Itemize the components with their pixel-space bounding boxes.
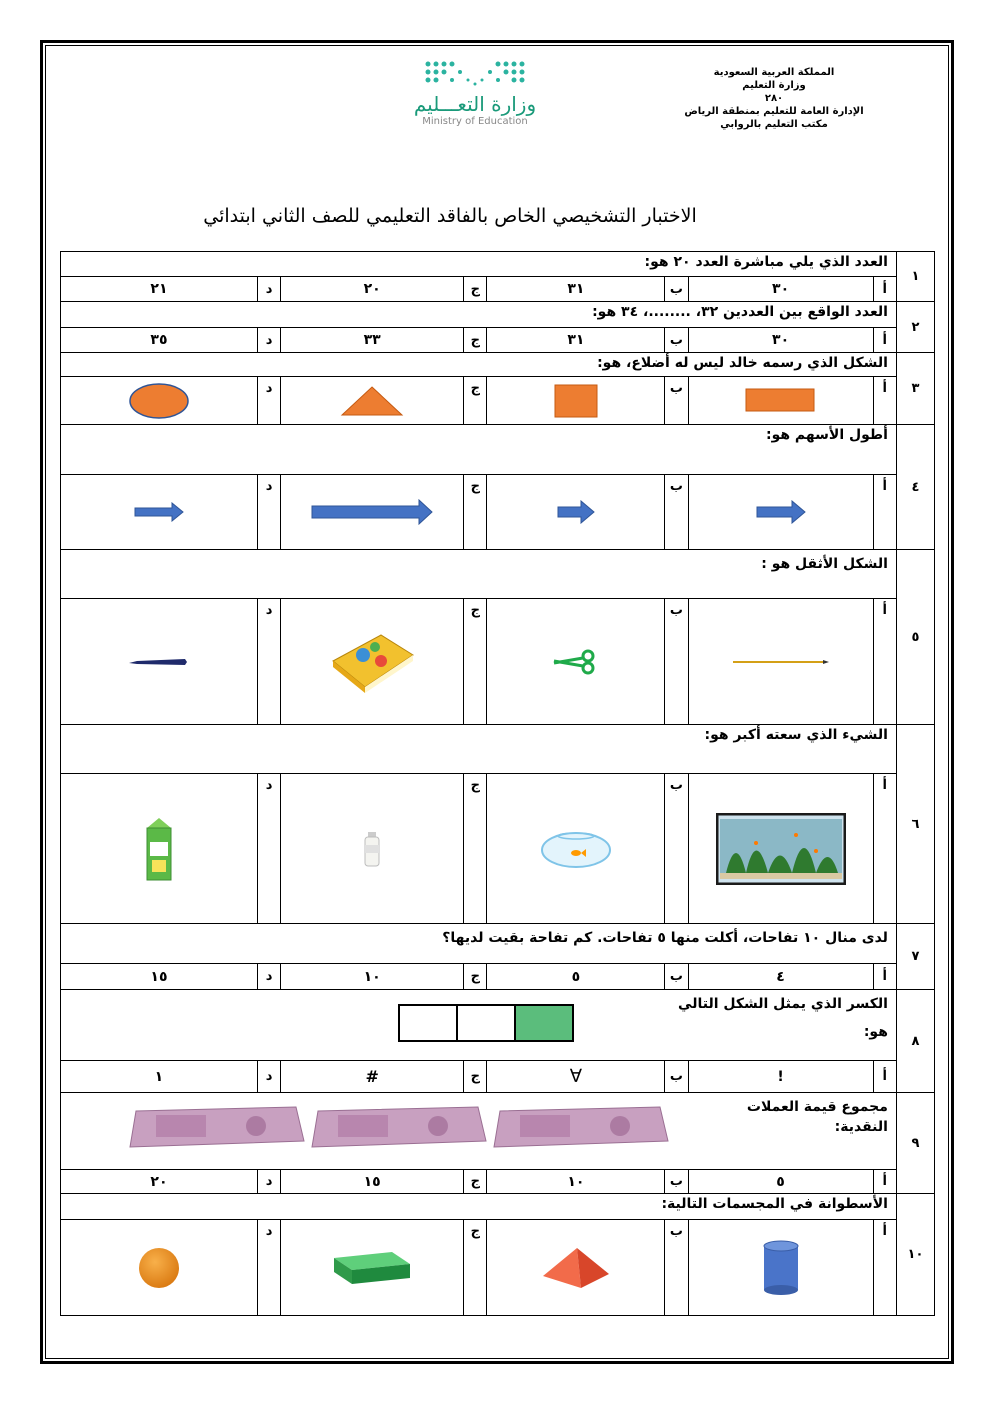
option-b[interactable]: ١٠ — [487, 1170, 665, 1194]
question-number: ٣ — [896, 353, 934, 425]
fraction-bar-figure — [398, 1004, 574, 1042]
option-d[interactable] — [61, 599, 258, 725]
option-c[interactable] — [281, 599, 464, 725]
option-c[interactable]: ١٠ — [281, 964, 464, 990]
option-letter: د — [257, 277, 280, 302]
sphere-icon — [137, 1246, 181, 1290]
question-number: ٧ — [896, 924, 934, 990]
question-row — [61, 353, 935, 377]
options-row — [61, 475, 935, 550]
options-row — [61, 599, 935, 725]
header-line-kingdom: المملكة العربية السعودية — [713, 67, 835, 78]
option-letter: أ — [873, 1170, 896, 1194]
juice-carton-icon — [144, 816, 174, 882]
options-row — [61, 377, 935, 425]
banknote-icon — [312, 1107, 486, 1147]
option-letter: ج — [464, 1170, 487, 1194]
question-text: الشكل الذي رسمه خالد ليس له أضلاع، هو: — [61, 353, 897, 377]
option-letter: ج — [464, 1220, 487, 1316]
question-number: ٩ — [896, 1093, 934, 1194]
option-a[interactable]: ٣٠ — [688, 328, 873, 353]
option-letter: ب — [665, 475, 688, 550]
option-a[interactable]: ٤ — [688, 964, 873, 990]
option-letter: أ — [873, 475, 896, 550]
option-b[interactable]: ٣١ — [487, 277, 665, 302]
prism-icon — [332, 1248, 412, 1288]
option-d[interactable] — [61, 377, 258, 425]
option-b[interactable] — [487, 1220, 665, 1316]
option-b[interactable]: ٣١ — [487, 328, 665, 353]
option-letter: أ — [873, 964, 896, 990]
pen-icon — [129, 656, 189, 668]
page-title: الاختبار التشخيصي الخاص بالفاقد التعليمي للصف الثاني ابتدائي — [203, 205, 697, 227]
logo-english-text: Ministry of Education — [422, 116, 528, 127]
option-a[interactable] — [688, 774, 873, 924]
question-row — [61, 1194, 935, 1220]
question-number: ٨ — [896, 990, 934, 1093]
option-a[interactable] — [688, 599, 873, 725]
header-line-office: مكتب التعليم بالروابي — [720, 119, 828, 130]
square-icon — [553, 384, 599, 418]
option-letter: أ — [873, 599, 896, 725]
option-letter: ج — [464, 599, 487, 725]
option-b[interactable] — [487, 475, 665, 550]
option-letter: أ — [873, 328, 896, 353]
oval-icon — [128, 382, 190, 420]
option-letter: ب — [665, 328, 688, 353]
option-d[interactable] — [61, 774, 258, 924]
option-letter: ب — [665, 377, 688, 425]
question-9-body — [61, 1093, 897, 1170]
header-ministry-text — [644, 66, 904, 131]
ministry-logo — [405, 58, 545, 143]
option-b[interactable] — [487, 377, 665, 425]
question-text: لدى منال ١٠ تفاحات، أكلت منها ٥ تفاحات. كم تفاحة بقيت لديها؟ — [61, 924, 897, 964]
logo-arabic-text: وزارة التعـــليم — [413, 92, 537, 116]
question-number: ٢ — [896, 302, 934, 353]
question-row — [61, 725, 935, 774]
question-text: الكسر الذي يمثل الشكل التالي — [678, 996, 888, 1012]
question-text: أطول الأسهم هو: — [61, 425, 897, 475]
option-letter: د — [257, 1061, 280, 1093]
question-row — [61, 1093, 935, 1170]
options-row — [61, 774, 935, 924]
header-line-code: ٢٨٠ — [764, 93, 784, 104]
option-letter: أ — [873, 277, 896, 302]
option-d[interactable]: ٢٠ — [61, 1170, 258, 1194]
question-text: الشيء الذي سعته أكبر هو: — [61, 725, 897, 774]
option-a[interactable] — [688, 377, 873, 425]
question-text: الشكل الأثقل هو : — [61, 550, 897, 599]
aquarium-icon — [716, 813, 846, 885]
question-number: ٥ — [896, 550, 934, 725]
option-a[interactable]: ٣٠ — [688, 277, 873, 302]
options-row — [61, 1220, 935, 1316]
option-letter: د — [257, 475, 280, 550]
question-text: العدد الواقع بين العددين ٣٢، ........، ٣٤ هو: — [61, 302, 897, 328]
header-line-ministry: وزارة التعليم — [742, 80, 806, 91]
option-letter: ب — [665, 1220, 688, 1316]
option-letter: ج — [464, 277, 487, 302]
option-letter: ج — [464, 328, 487, 353]
option-letter: د — [257, 1220, 280, 1316]
arrow-medium-icon — [134, 502, 184, 522]
option-letter: ب — [665, 277, 688, 302]
arrow-long-icon — [311, 499, 433, 525]
rectangle-icon — [745, 388, 817, 414]
option-d[interactable]: ٣٥ — [61, 328, 258, 353]
question-text-continued: النقدية: — [834, 1119, 888, 1135]
option-d[interactable] — [61, 1220, 258, 1316]
header-line-administration: الإدارة العامة للتعليم بمنطقة الرياض — [684, 106, 864, 117]
arrow-short-icon — [557, 500, 595, 524]
small-bottle-icon — [363, 831, 381, 867]
option-letter: ب — [665, 774, 688, 924]
logo-dots-icon — [420, 58, 530, 90]
triangle-icon — [340, 385, 404, 417]
options-row — [61, 1061, 935, 1093]
option-letter: أ — [873, 377, 896, 425]
banknotes-figure — [126, 1101, 686, 1151]
option-letter: د — [257, 328, 280, 353]
option-letter: أ — [873, 1220, 896, 1316]
option-d[interactable]: ١ — [61, 1061, 258, 1093]
options-row — [61, 1170, 935, 1194]
option-c[interactable] — [281, 774, 464, 924]
arrow-medium-icon — [756, 500, 806, 524]
option-letter: أ — [873, 774, 896, 924]
pencil-icon — [733, 659, 829, 665]
question-text: الأسطوانة في المجسمات التالية: — [61, 1194, 897, 1220]
option-letter: ب — [665, 1170, 688, 1194]
banknote-icon — [494, 1107, 668, 1147]
question-number: ٤ — [896, 425, 934, 550]
question-row — [61, 302, 935, 328]
questions-table — [60, 251, 935, 1316]
question-text-continued: هو: — [863, 1024, 888, 1040]
options-row — [61, 964, 935, 990]
option-c[interactable] — [281, 1220, 464, 1316]
pyramid-icon — [541, 1246, 611, 1290]
option-letter: ب — [665, 1061, 688, 1093]
option-letter: ب — [665, 599, 688, 725]
options-row — [61, 328, 935, 353]
option-c[interactable] — [281, 475, 464, 550]
option-letter: د — [257, 774, 280, 924]
question-number: ١ — [896, 252, 934, 302]
option-b[interactable] — [487, 774, 665, 924]
option-letter: د — [257, 964, 280, 990]
banknote-icon — [130, 1107, 304, 1147]
option-a[interactable]: ! — [688, 1061, 873, 1093]
option-d[interactable]: ١٥ — [61, 964, 258, 990]
question-row — [61, 252, 935, 277]
option-c[interactable] — [281, 377, 464, 425]
option-letter: د — [257, 599, 280, 725]
question-row — [61, 425, 935, 475]
question-text: مجموع قيمة العملات — [746, 1099, 888, 1115]
scissors-icon — [552, 649, 600, 675]
question-row — [61, 924, 935, 964]
option-letter: أ — [873, 1061, 896, 1093]
question-number: ٦ — [896, 725, 934, 924]
option-b[interactable]: ٥ — [487, 964, 665, 990]
option-letter: د — [257, 1170, 280, 1194]
option-c[interactable]: ١٥ — [281, 1170, 464, 1194]
question-text: العدد الذي يلي مباشرة العدد ٢٠ هو: — [61, 252, 897, 277]
option-d[interactable] — [61, 475, 258, 550]
option-a[interactable] — [688, 475, 873, 550]
options-row — [61, 277, 935, 302]
option-c[interactable]: ٢٠ — [281, 277, 464, 302]
option-b[interactable] — [487, 599, 665, 725]
option-c[interactable]: ٣٣ — [281, 328, 464, 353]
book-icon — [329, 631, 415, 693]
option-d[interactable]: ٢١ — [61, 277, 258, 302]
question-8-body — [61, 990, 897, 1061]
option-letter: ب — [665, 964, 688, 990]
fishbowl-icon — [540, 828, 612, 870]
question-row — [61, 550, 935, 599]
option-c[interactable]: # — [281, 1061, 464, 1093]
option-letter: ج — [464, 964, 487, 990]
cylinder-icon — [761, 1240, 801, 1296]
option-letter: ج — [464, 377, 487, 425]
question-row — [61, 990, 935, 1061]
option-a[interactable] — [688, 1220, 873, 1316]
option-letter: د — [257, 377, 280, 425]
option-a[interactable]: ٥ — [688, 1170, 873, 1194]
option-b[interactable]: ∀ — [487, 1061, 665, 1093]
question-number: ١٠ — [896, 1194, 934, 1316]
option-letter: ج — [464, 475, 487, 550]
option-letter: ج — [464, 774, 487, 924]
option-letter: ج — [464, 1061, 487, 1093]
